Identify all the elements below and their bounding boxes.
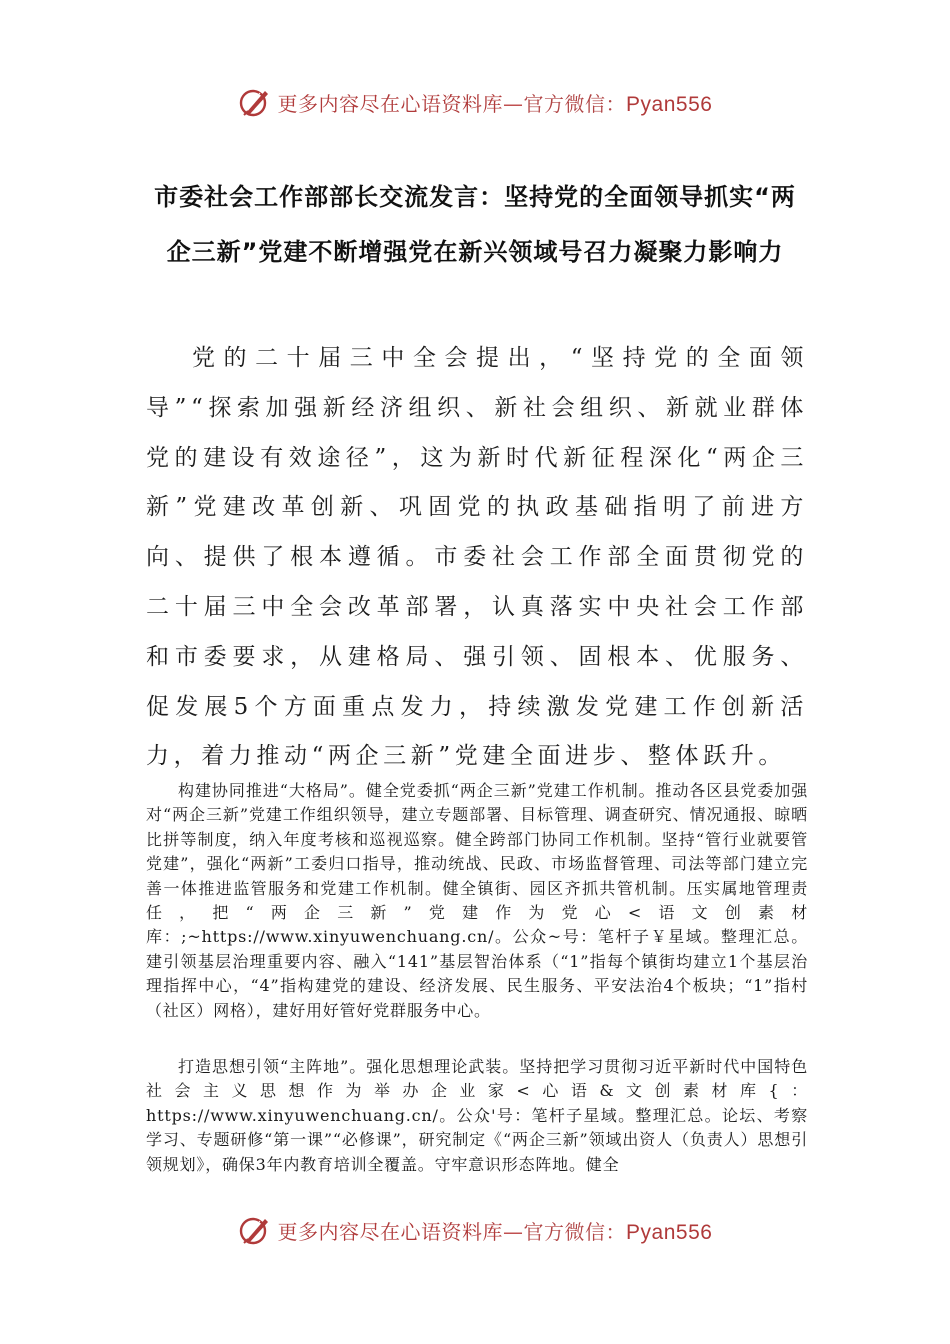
quill-logo-icon [238, 85, 272, 119]
header-watermark [0, 82, 950, 122]
footer-brand [278, 1216, 713, 1245]
lead-paragraph: 党的二十届三中全会提出，“坚持党的全面领导”“探索加强新经济组织、新社会组织、新就业群体党的建设有效途径”，这为新时代新征程深化“两企三新”党建改革创新、巩固党的执政基础指明了前进方向、提供了根本遵循。市委社会工作部全面贯彻党的二十届三中全会改革部署，认真落实中央社会工作部和市委要求，从建格局、强引领、固根本、优服务、促发展5个方面重点发力，持续激发党建工作创新活力，着力推动“两企三新”党建全面进步、整体跃升。 [146, 345, 808, 770]
header-brand-text: 更多内容尽在心语资料库 [277, 91, 504, 116]
body-paragraph-1: 构建协同推进“大格局”。健全党委抓“两企三新”党建工作机制。推动各区县党委加强对“两企三新”党建工作组织领导，建立专题部署、目标管理、调查研究、情况通报、晾晒比拼等制度，纳入年度考核和巡视巡察。健全跨部门协同工作机制。坚持“管行业就要管党建”，强化“两新”工委归口指导，推动统战、民政、市场监督管理、司法等部门建立完善一体推进监管服务和党建工作机制。健全镇街、园区齐抓共管机制。压实属地管理责任，把“两企三新”党建作为党心<语文创素材库：;~https://www.xinyuwenchuang.cn/。公众~号：笔杆子￥星域。整理汇总。建引领基层治理重要内容、融入“141”基层智治体系（“1”指每个镇街均建立1个基层治理指挥中心，“4”指构建党的建设、经济发展、民生服务、平安法治4个板块；“1”指村（社区）网格），建好用好管好党群服务中心。 [146, 781, 808, 1020]
body-paragraph-2: 打造思想引领“主阵地”。强化思想理论武装。坚持把学习贯彻习近平新时代中国特色社会主义思想作为举办企业家<心语&文创素材库{：https://www.xinyuwenchuang.cn/。公众'号：笔杆子星域。整理汇总。论坛、考察学习、专题研修“第一课”“必修课”，研究制定《“两企三新”领域出资人（负责人）思想引领规划》，确保3年内教育培训全覆盖。守牢意识形态阵地。健全 [146, 1057, 808, 1174]
header-wechat-id: Pyan556 [626, 92, 713, 116]
quill-logo-icon [238, 1213, 272, 1247]
header-separator: — [503, 91, 524, 116]
footer-watermark [0, 1210, 950, 1250]
footer-wechat-label: 官方微信： [523, 1219, 627, 1244]
footer-brand-text: 更多内容尽在心语资料库 [277, 1219, 504, 1244]
document-title: 市委社会工作部部长交流发言：坚持党的全面领导抓实“两企三新”党建不断增强党在新兴领域号召力凝聚力影响力 [154, 183, 796, 266]
header-wechat-label: 官方微信： [523, 91, 627, 116]
header-brand [278, 88, 713, 117]
footer-wechat-id: Pyan556 [626, 1220, 713, 1244]
footer-separator: — [503, 1219, 524, 1244]
